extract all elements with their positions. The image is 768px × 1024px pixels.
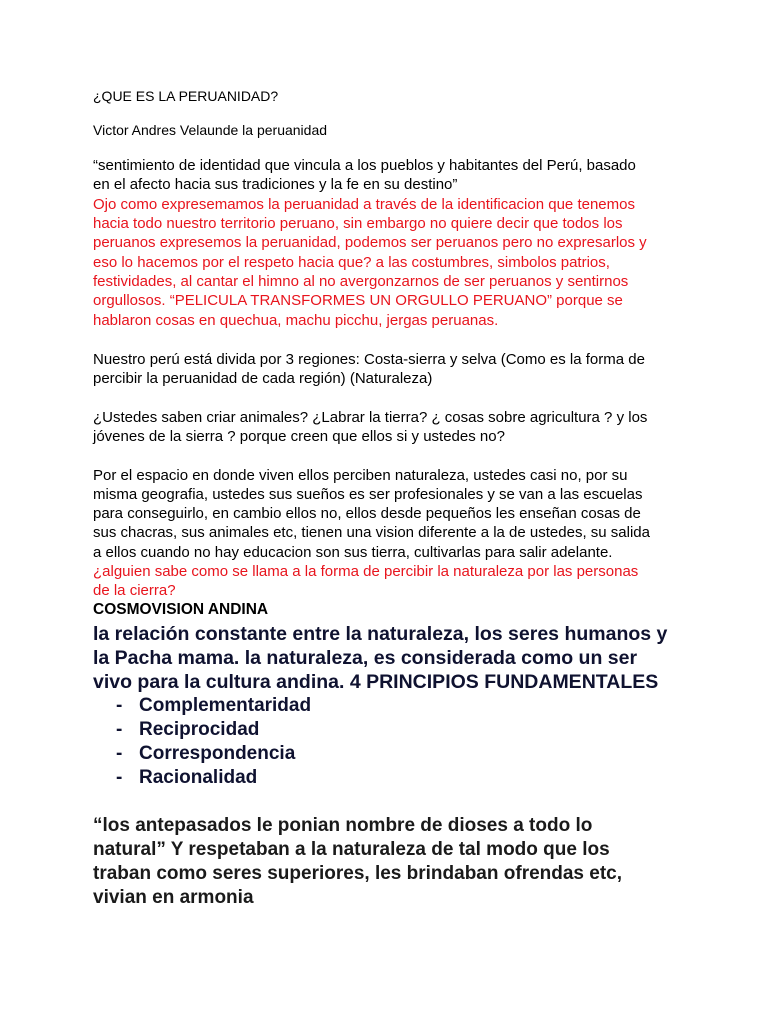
space-line: sus chacras, sus animales etc, tienen una vision diferente a la de ustedes, su salida bbox=[93, 524, 650, 541]
bullet-marker: - bbox=[116, 743, 123, 764]
principle-label: Racionalidad bbox=[139, 767, 258, 788]
principle-label: Complementaridad bbox=[139, 695, 312, 716]
red-paragraph-line: hablaron cosas en quechua, machu picchu, jergas peruanas. bbox=[93, 312, 499, 329]
principle-label: Correspondencia bbox=[139, 743, 296, 764]
red-paragraph-line: Ojo como expresemamos la peruanidad a través de la identificacion que tenemos bbox=[93, 196, 635, 213]
section-heading: COSMOVISION ANDINA bbox=[93, 601, 269, 618]
quote-line: “los antepasados le ponian nombre de dioses a todo lo bbox=[93, 815, 593, 836]
principle-label: Reciprocidad bbox=[139, 719, 260, 740]
space-line: para conseguirlo, en cambio ellos no, ellos desde pequeños les enseñan cosas de bbox=[93, 505, 641, 522]
space-line: a ellos cuando no hay educacion son sus tierra, cultivarlas para salir adelante. bbox=[93, 544, 613, 561]
regions-line: percibir la peruanidad de cada región) (Naturaleza) bbox=[93, 370, 433, 387]
bullet-marker: - bbox=[116, 695, 123, 716]
red-question-line: ¿alguien sabe como se llama a la forma de percibir la naturaleza por las personas bbox=[93, 563, 639, 580]
red-paragraph-line: eso lo hacemos por el respeto hacia que? a las costumbres, simbolos patrios, bbox=[93, 254, 610, 271]
cosmovision-line: vivo para la cultura andina. 4 PRINCIPIOS FUNDAMENTALES bbox=[93, 671, 659, 693]
cosmovision-line: la Pacha mama. la naturaleza, es considerada como un ser bbox=[93, 647, 638, 669]
definition-line: en el afecto hacia sus tradiciones y la fe en su destino” bbox=[93, 176, 458, 193]
author-line: Victor Andres Velaunde la peruanidad bbox=[93, 122, 328, 138]
red-paragraph-line: peruanos expresemos la peruanidad, podemos ser peruanos pero no expresarlos y bbox=[93, 234, 647, 251]
space-line: misma geografia, ustedes sus sueños es ser profesionales y se van a las escuelas bbox=[93, 486, 643, 503]
red-paragraph-line: orgullosos. “PELICULA TRANSFORMES UN ORGULLO PERUANO” porque se bbox=[93, 292, 623, 309]
questions-line: ¿Ustedes saben criar animales? ¿Labrar la tierra? ¿ cosas sobre agricultura ? y los bbox=[93, 409, 648, 426]
bullet-marker: - bbox=[116, 767, 123, 788]
definition-line: “sentimiento de identidad que vincula a los pueblos y habitantes del Perú, basado bbox=[93, 157, 636, 174]
quote-line: natural” Y respetaban a la naturaleza de tal modo que los bbox=[93, 839, 610, 860]
bullet-marker: - bbox=[116, 719, 123, 740]
red-question-line: de la cierra? bbox=[93, 582, 176, 599]
document-title: ¿QUE ES LA PERUANIDAD? bbox=[93, 88, 279, 104]
quote-line: traban como seres superiores, les brindaban ofrendas etc, bbox=[93, 863, 623, 884]
red-paragraph-line: festividades, al cantar el himno al no avergonzarnos de ser peruanos y sentirnos bbox=[93, 273, 629, 290]
questions-line: jóvenes de la sierra ? porque creen que ellos si y ustedes no? bbox=[93, 428, 505, 445]
red-paragraph-line: hacia todo nuestro territorio peruano, sin embargo no quiere decir que todos los bbox=[93, 215, 623, 232]
space-line: Por el espacio en donde viven ellos perciben naturaleza, ustedes casi no, por su bbox=[93, 467, 628, 484]
cosmovision-line: la relación constante entre la naturaleza, los seres humanos y bbox=[93, 623, 668, 645]
regions-line: Nuestro perú está divida por 3 regiones: Costa-sierra y selva (Como es la forma de bbox=[93, 351, 645, 368]
quote-line: vivian en armonia bbox=[93, 887, 254, 908]
